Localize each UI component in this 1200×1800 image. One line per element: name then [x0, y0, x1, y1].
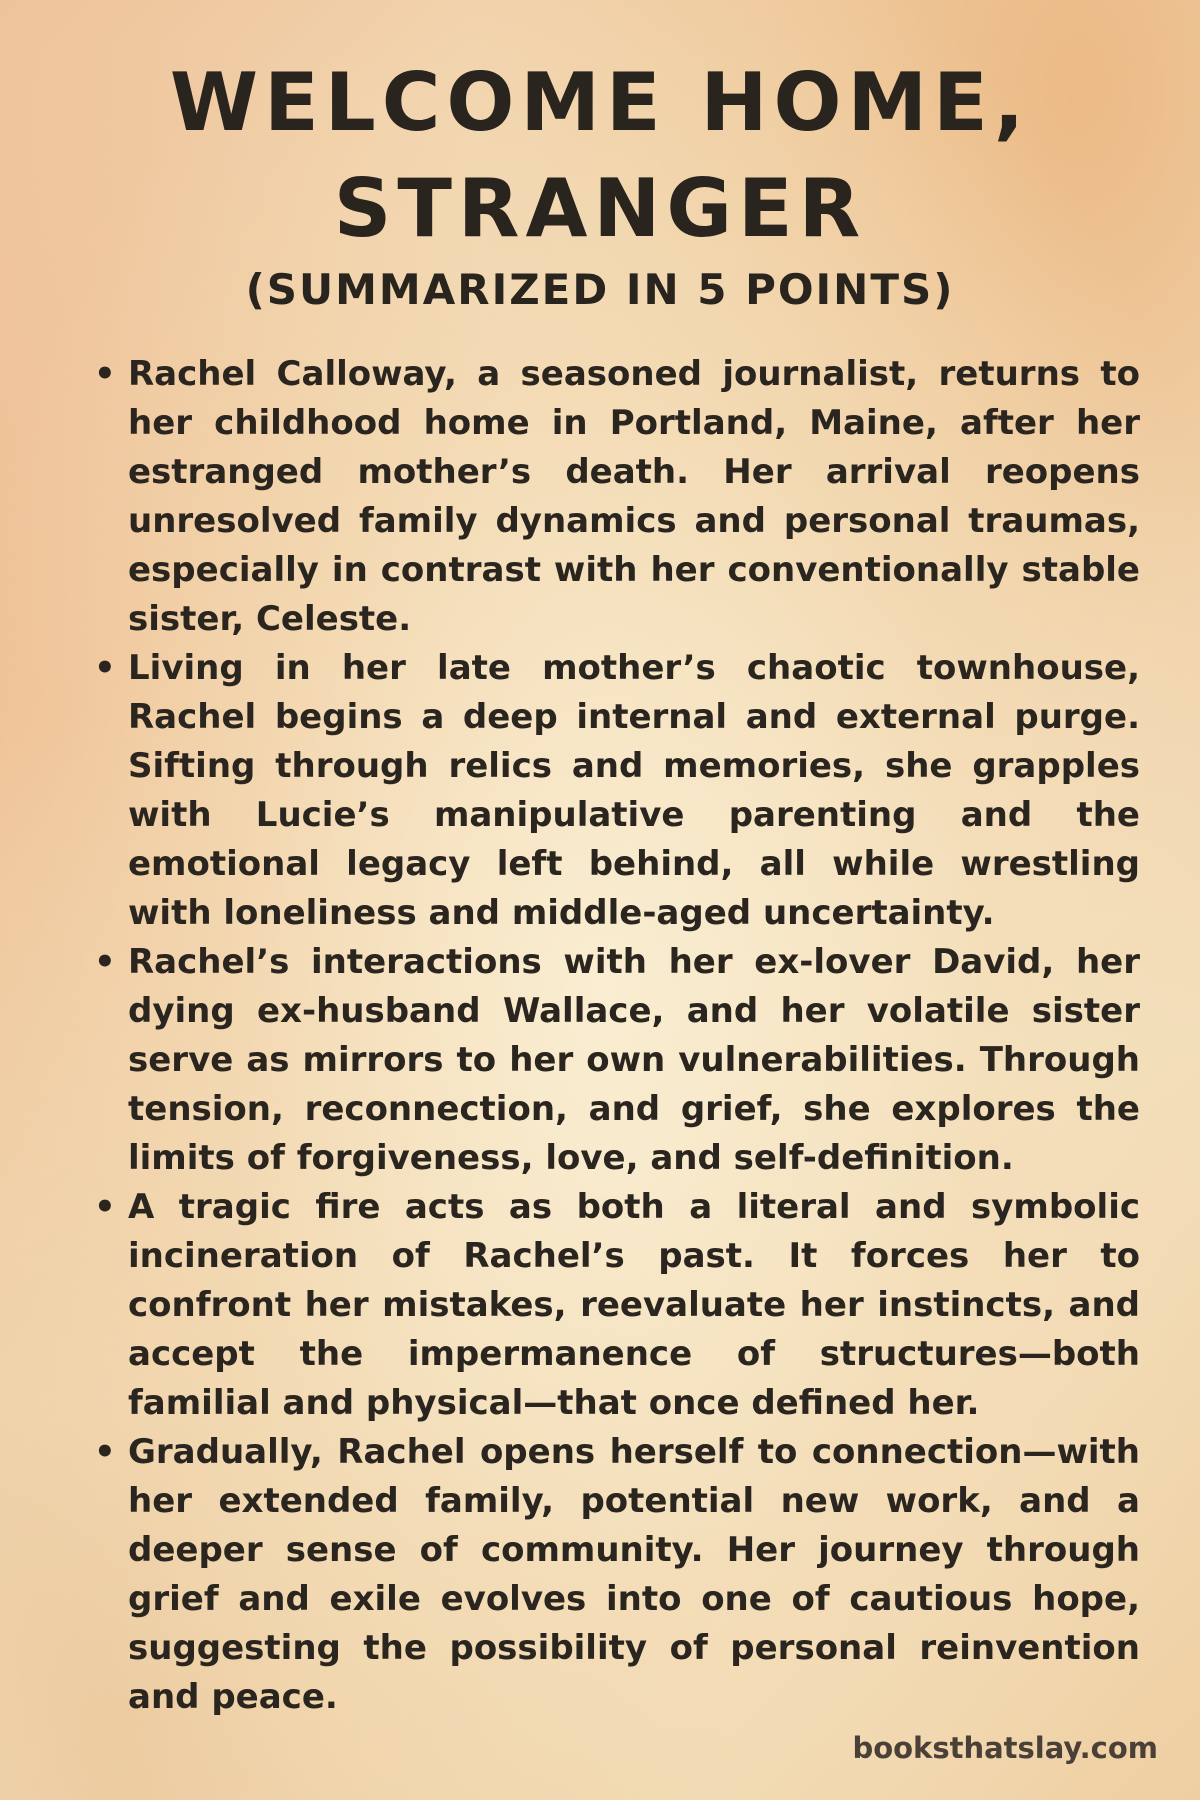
- summary-points-list: [94, 350, 1140, 1722]
- summary-point-5: [94, 1428, 1140, 1722]
- bullet-icon: •: [94, 648, 116, 688]
- summary-point-3: [94, 938, 1140, 1183]
- summary-point-text: Gradually, Rachel opens herself to connection—with her extended family, potential new work, and a deeper sense of community. Her journey through grief and exile evolves into one of cautious hope, suggesting the possibility of personal reinvention and peace.: [128, 1432, 1140, 1717]
- summary-point-4: [94, 1183, 1140, 1428]
- page-title: WELCOME HOME, STRANGER: [169, 56, 1031, 255]
- bullet-icon: •: [94, 354, 116, 394]
- summary-point-text: A tragic fire acts as both a literal and symbolic incineration of Rachel’s past. It forces her to confront her mistakes, reevaluate her instincts, and accept the impermanence of structures—both familial and physical—that once defined her.: [128, 1187, 1140, 1423]
- site-watermark: booksthatslay.com: [852, 1731, 1158, 1765]
- summary-point-text: Living in her late mother’s chaotic townhouse, Rachel begins a deep internal and external purge. Sifting through relics and memories, she grapples with Lucie’s manipulative parenting and the emotional legacy left behind, all while wrestling with loneliness and middle-aged uncertainty.: [128, 648, 1140, 933]
- summary-point-text: Rachel Calloway, a seasoned journalist, returns to her childhood home in Portland, Maine, after her estranged mother’s death. Her arrival reopens unresolved family dynamics and personal traumas, especially in contrast with her conventionally stable sister, Celeste.: [128, 354, 1140, 639]
- bullet-icon: •: [94, 1432, 116, 1472]
- summary-point-2: [94, 644, 1140, 938]
- summary-point-text: Rachel’s interactions with her ex-lover David, her dying ex-husband Wallace, and her volatile sister serve as mirrors to her own vulnerabilities. Through tension, reconnection, and grief, she explores the limits of forgiveness, love, and self-definition.: [128, 942, 1140, 1178]
- bullet-icon: •: [94, 1187, 116, 1227]
- summary-point-1: [94, 350, 1140, 644]
- page-subtitle: (SUMMARIZED IN 5 POINTS): [245, 265, 955, 314]
- bullet-icon: •: [94, 942, 116, 982]
